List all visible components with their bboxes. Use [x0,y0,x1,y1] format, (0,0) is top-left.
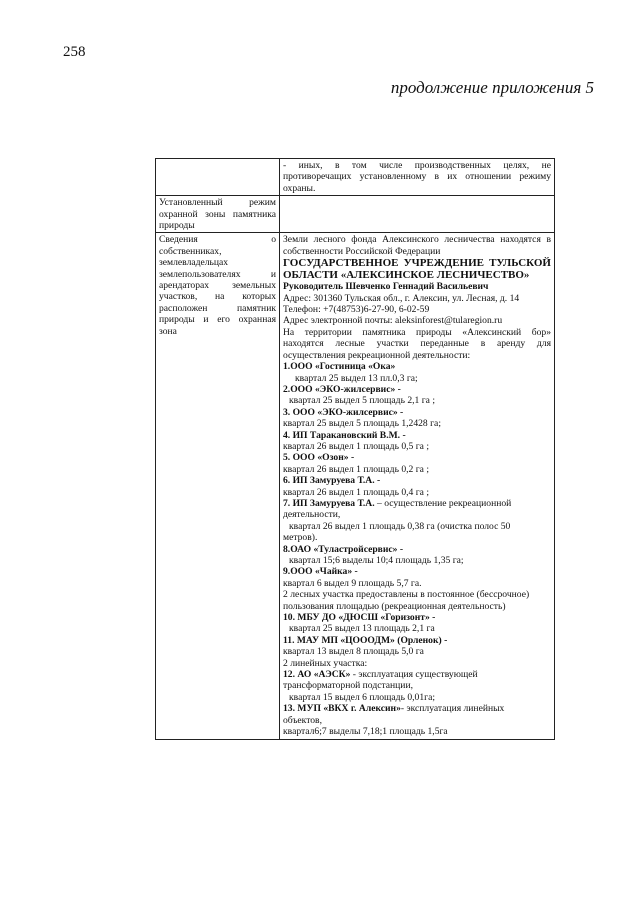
regime-label-3: природы [159,220,195,232]
intro-line-1: Земли лесного фонда Алексинского лесничества находятся в [283,234,551,246]
entry-4-name: 4. ИП Таракановский В.М. - [283,429,406,441]
entry-8-name: 8.ОАО «Туластройсервис» - [283,543,404,555]
org-email: Адрес электронной почты: aleksinforest@tularegion.ru [283,315,503,327]
owners-label-9: зона [159,325,177,337]
linear-plots-header: 2 линейных участка: [283,657,368,669]
entry-11-name: 11. МАУ МП «ЦОООДМ» (Орленок) - [283,634,448,646]
owners-label-6: участков, на которых [159,291,276,303]
org-head: Руководитель Шевченко Геннадий Васильевич [283,281,489,293]
intro-line-2: собственности Российской Федерации [283,245,441,257]
usage-line-2: противоречащих установленному в их отношении режиму [283,171,551,183]
page-number: 258 [63,44,86,60]
owners-content-cell [280,233,555,739]
table-row-protection-regime [156,196,555,233]
entry-7-detail-2: метров). [283,532,318,544]
entry-12-name: 12. АО «АЭСК» [283,669,351,681]
owners-label-1: Сведения о [159,234,276,246]
entry-3-detail: квартал 25 выдел 5 площадь 1,2428 га; [283,418,441,430]
row2-left-cell [156,196,280,233]
table-row-owners [156,233,555,739]
entry-13-purpose: - эксплуатация линейных [400,703,505,715]
territory-line-1: На территории памятника природы «Алексинский бор» [283,326,551,338]
entry-12-line [283,669,551,680]
entry-2-name: 2.ООО «ЭКО-жилсервис» - [283,383,401,395]
entry-7-name: 7. ИП Замуруева Т.А. [283,497,375,509]
entry-3-name: 3. ООО «ЭКО-жилсервис» - [283,406,404,418]
entry-9-name: 9.ООО «Чайка» - [283,566,358,578]
table-row-usage [156,159,555,196]
row2-right-cell [280,196,555,233]
entry-13-line-2: объектов, [283,714,322,726]
entry-10-name: 10. МБУ ДО «ДЮСШ «Горизонт» - [283,612,436,624]
entry-13-line [283,703,551,714]
entry-2-detail: квартал 25 выдел 5 площадь 2,1 га ; [289,395,435,407]
usage-line-1: - иных, в том числе производственных целях, не [283,160,551,171]
org-address: Адрес: 301360 Тульская обл., г. Алексин, ул. Лесная, д. 14 [283,292,520,304]
entry-1-name: 1.ООО «Гостиница «Ока» [283,361,396,373]
org-phone: Телефон: +7(48753)6-27-90, 6-02-59 [283,304,430,316]
entry-5-name: 5. ООО «Озон» - [283,452,355,464]
entry-6-name: 6. ИП Замуруева Т.А. - [283,475,381,487]
territory-line-3: осуществления рекреационной деятельности: [283,349,471,361]
entry-7-line [283,498,551,509]
entry-7-detail-1: квартал 26 выдел 1 площадь 0,38 га (очистка полос 50 [289,520,511,532]
owners-label-3: землевладельцах [159,257,229,269]
owners-label-8: природы и его охранная [159,314,276,326]
permanent-use-line-2: пользования площадью (рекреационная деятельность) [283,600,506,612]
entry-12-line-2: трансформаторной подстанции, [283,680,413,692]
regime-label-1: Установленный режим [159,197,276,209]
owners-label-4: землепользователях и [159,268,276,280]
row1-left-cell [156,159,280,196]
regime-label-2: охранной зоны памятника [159,208,276,220]
owners-label-cell [156,233,280,739]
owners-label-5: арендаторах земельных [159,280,276,292]
row1-right-cell [280,159,555,196]
permanent-use-line-1: 2 лесных участка предоставлены в постоянное (бессрочное) [283,589,530,601]
territory-line-2: находятся лесные участки переданные в аренду для [283,338,551,350]
entry-8-detail: квартал 15;6 выделы 10;4 площадь 1,35 га; [289,555,464,566]
org-name-line-2: ОБЛАСТИ «АЛЕКСИНСКОЕ ЛЕСНИЧЕСТВО» [283,269,530,282]
entry-7-line-2: деятельности, [283,509,341,521]
usage-line-3: охраны. [283,182,316,194]
entry-4-detail: квартал 26 выдел 1 площадь 0,5 га ; [283,440,429,452]
entry-5-detail: квартал 26 выдел 1 площадь 0,2 га ; [283,463,429,475]
entry-10-detail: квартал 25 выдел 13 площадь 2,1 га [289,623,435,635]
nature-monument-table [155,158,555,740]
appendix-continuation-heading: продолжение приложения 5 [390,78,594,97]
owners-label-2: собственниках, [159,245,222,257]
entry-9-detail: квартал 6 выдел 9 площадь 5,7 га. [283,577,422,589]
entry-13-detail: квартал6;7 выделы 7,18;1 площадь 1,5га [283,726,448,738]
entry-13-name: 13. МУП «ВКХ г. Алексин» [283,703,401,715]
entry-7-purpose: – осуществление рекреационной [374,497,512,509]
entry-6-detail: квартал 26 выдел 1 площадь 0,4 га ; [283,486,429,498]
owners-label-7: расположен памятник [159,302,276,314]
org-name-line-1: ГОСУДАРСТВЕННОЕ УЧРЕЖДЕНИЕ ТУЛЬСКОЙ [283,257,551,270]
entry-11-detail: квартал 13 выдел 8 площадь 5,0 га [283,646,424,658]
entry-12-detail: квартал 15 выдел 6 площадь 0,01га; [289,691,435,703]
entry-1-detail: квартал 25 выдел 13 пл.0,3 га; [295,372,418,384]
entry-12-purpose: - эксплуатация существующей [350,669,478,681]
